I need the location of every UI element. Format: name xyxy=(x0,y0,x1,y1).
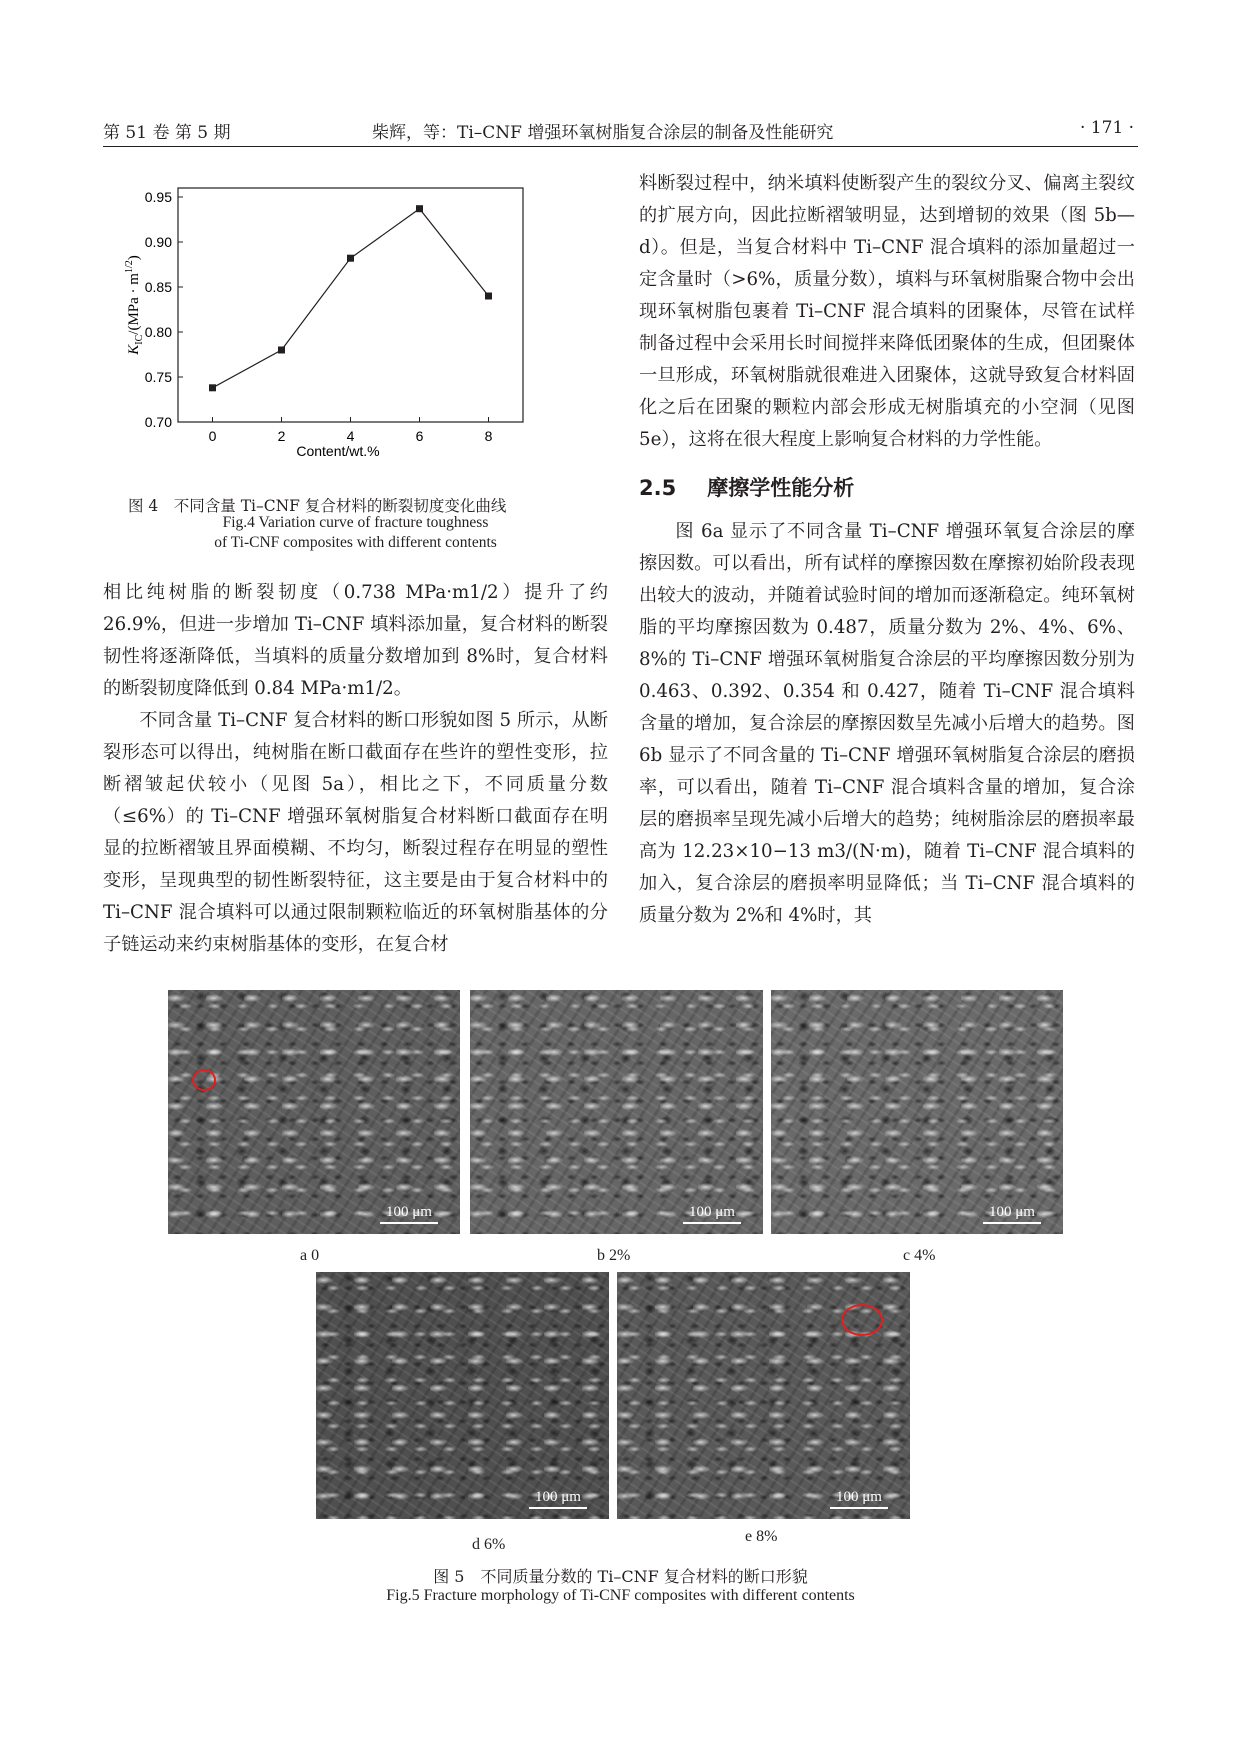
sem-label-e: e 8% xyxy=(745,1528,778,1545)
y-tick-label: 0.70 xyxy=(144,414,172,430)
series-markers xyxy=(209,205,492,391)
highlight-circle xyxy=(192,1069,216,1091)
scale-bar-a: 100 μm xyxy=(380,1204,438,1224)
y-tick-label: 0.75 xyxy=(144,369,172,385)
sem-label-d: d 6% xyxy=(472,1536,506,1553)
right-paragraph-1: 料断裂过程中，纳米填料使断裂产生的裂纹分叉、偏离主裂纹的扩展方向，因此拉断褶皱明显，达到增韧的效果（图 5b—d）。但是，当复合材料中 Ti–CNF 混合填料的添加量超过一定含量时（>6%，质量分数），填料与环氧树脂聚合物中会出现环氧树脂包裹着 Ti–CNF 混合填料的团聚体，尽管在试样制备过程中会采用长时间搅拌来降低团聚体的生成，但团聚体一旦形成，环氧树脂就很难进入团聚体，这就导致复合材料固化之后在团聚的颗粒内部会形成无树脂填充的小空洞（见图 5e），这将在很大程度上影响复合材料的力学性能。 xyxy=(639,173,1135,450)
y-axis-label xyxy=(124,255,145,355)
sem-image-c xyxy=(771,990,1063,1234)
scale-bar-d: 100 μm xyxy=(529,1489,587,1509)
sem-label-c: c 4% xyxy=(903,1247,936,1264)
header-rule xyxy=(103,146,1138,147)
left-paragraph-2: 不同含量 Ti–CNF 复合材料的断口形貌如图 5 所示，从断裂形态可以得出，纯树脂在断口截面存在些许的塑性变形，拉断褶皱起伏较小（见图 5a），相比之下，不同质量分数（≤6%）的 Ti–CNF 增强环氧树脂复合材料断口截面存在明显的拉断褶皱且界面模糊、不均匀，断裂过程存在明显的塑性变形，呈现典型的韧性断裂特征，这主要是由于复合材料中的 Ti–CNF 混合填料可以通过限制颗粒临近的环氧树脂基体的分子链运动来约束树脂基体的变形，在复合材 xyxy=(103,710,608,955)
y-axis-label-sub: IC xyxy=(134,334,145,345)
sem-label-b: b 2% xyxy=(597,1247,631,1264)
scale-bar-c: 100 μm xyxy=(983,1204,1041,1224)
y-tick-label: 0.90 xyxy=(144,234,172,250)
x-axis-label: Content/wt.% xyxy=(296,443,380,459)
data-point xyxy=(278,347,285,354)
y-axis-label-close: ) xyxy=(126,255,142,261)
data-point xyxy=(209,384,216,391)
y-axis-label-main: K xyxy=(126,344,142,355)
data-point xyxy=(485,293,492,300)
figure5-caption-en: Fig.5 Fracture morphology of Ti-CNF composites with different contents xyxy=(386,1587,855,1604)
fracture-toughness-chart xyxy=(118,180,558,490)
sem-image-e xyxy=(617,1272,910,1519)
running-title: 柴辉，等：Ti–CNF 增强环氧树脂复合涂层的制备及性能研究 xyxy=(372,123,834,143)
y-tick-label: 0.85 xyxy=(144,279,172,295)
scale-bar-b: 100 μm xyxy=(683,1204,741,1224)
section-title: 摩擦学性能分析 xyxy=(707,476,855,500)
sem-image-a xyxy=(168,990,460,1234)
figure5-caption-cn: 图 5 不同质量分数的 Ti–CNF 复合材料的断口形貌 xyxy=(433,1567,808,1586)
sem-image-b xyxy=(470,990,763,1234)
x-tick-label: 6 xyxy=(415,428,424,444)
right-paragraph-2: 图 6a 显示了不同含量 Ti–CNF 增强环氧复合涂层的摩擦因数。可以看出，所有试样的摩擦因数在摩擦初始阶段表现出较大的波动，并随着试验时间的增加而逐渐稳定。纯环氧树脂的平均摩擦因数为 0.487，质量分数为 2%、4%、6%、8%的 Ti–CNF 增强环氧树脂复合涂层的平均摩擦因数分别为 0.463、0.392、0.354 和 0.427，随着 Ti–CNF 混合填料含量的增加，复合涂层的摩擦因数呈先减小后增大的趋势。图 6b 显示了不同含量的 Ti–CNF 增强环氧树脂复合涂层的磨损率，可以看出，随着 Ti–CNF 混合填料含量的增加，复合涂层的磨损率呈现先减小后增大的趋势；纯树脂涂层的磨损率最高为 12.23×10−13 m3/(N·m)，随着 Ti–CNF 混合填料的加入，复合涂层的磨损率明显降低；当 Ti–CNF 混合填料的质量分数为 2%和 4%时，其 xyxy=(639,521,1135,926)
data-point xyxy=(347,255,354,262)
x-tick-label: 4 xyxy=(346,428,355,444)
x-ticks xyxy=(209,417,493,444)
left-paragraph-1: 相比纯树脂的断裂韧度（0.738 MPa·m1/2）提升了约 26.9%，但进一步增加 Ti–CNF 填料添加量，复合材料的断裂韧性将逐渐降低，当填料的质量分数增加到 8%时，复合材料的断裂韧度降低到 0.84 MPa·m1/2。 xyxy=(103,582,608,699)
y-tick-label: 0.95 xyxy=(144,189,172,205)
scale-bar-e: 100 μm xyxy=(830,1489,888,1509)
y-tick-label: 0.80 xyxy=(144,324,172,340)
x-tick-label: 2 xyxy=(277,428,286,444)
y-axis-label-unit: /(MPa · m xyxy=(126,273,142,335)
x-tick-label: 8 xyxy=(484,428,493,444)
figure4-caption-en-1: Fig.4 Variation curve of fracture toughness xyxy=(222,514,489,531)
x-tick-label: 0 xyxy=(208,428,217,444)
y-ticks xyxy=(145,189,183,430)
series-line xyxy=(213,209,489,388)
plot-frame xyxy=(178,188,523,422)
section-number: 2.5 xyxy=(639,476,677,500)
figure4-caption-en-2: of Ti-CNF composites with different contents xyxy=(214,534,497,551)
data-point xyxy=(416,205,423,212)
figure4-caption-cn: 图 4 不同含量 Ti–CNF 复合材料的断裂韧度变化曲线 xyxy=(128,497,507,515)
sem-image-d xyxy=(316,1272,609,1519)
y-axis-label-sup: 1/2 xyxy=(124,260,135,274)
page-number: · 171 · xyxy=(1080,118,1135,138)
journal-volume: 第 51 卷 第 5 期 xyxy=(103,123,231,143)
section-heading xyxy=(639,472,1135,502)
agglomerate-circle xyxy=(841,1304,883,1336)
sem-label-a: a 0 xyxy=(300,1247,320,1264)
